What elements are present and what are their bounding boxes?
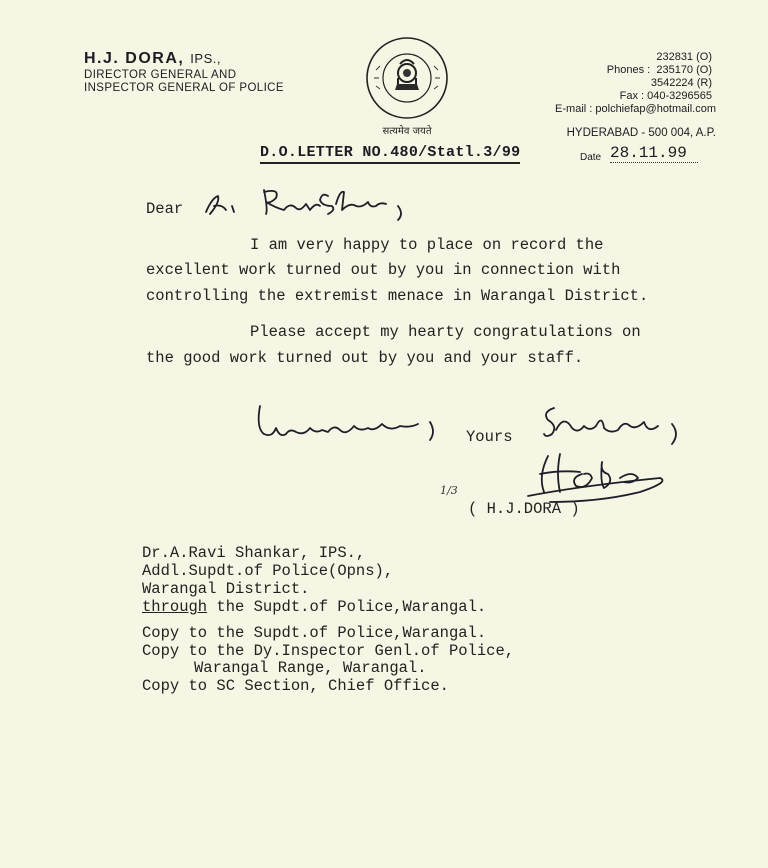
officer-title-line1: DIRECTOR GENERAL AND <box>84 69 237 81</box>
initials-note: 1/3 <box>440 484 458 497</box>
date-value: 28.11.99 <box>610 144 698 163</box>
phone-2: 235170 (O) <box>656 64 712 76</box>
officer-suffix: IPS., <box>190 51 221 66</box>
para2-line2: the good work turned out by you and your staff. <box>146 349 584 367</box>
phones-label: Phones : <box>606 64 651 76</box>
para2-line1: Please accept my hearty congratulations on <box>250 323 641 341</box>
phone-1: 232831 (O) <box>656 51 712 63</box>
para1-line3: controlling the extremist menace in Warangal District. <box>146 287 649 305</box>
closing-yours: Yours <box>466 428 513 446</box>
handwritten-with-regards <box>250 398 450 453</box>
copy-2: Copy to the Dy.Inspector Genl.of Police, <box>142 642 515 660</box>
fax: Fax : 040-3296565 <box>619 90 712 102</box>
copy-1: Copy to the Supdt.of Police,Warangal. <box>142 624 487 642</box>
copy-2-continued: Warangal Range, Warangal. <box>194 659 427 677</box>
date-label: Date <box>580 152 602 163</box>
addressee-line4-rest: the Supdt.of Police,Warangal. <box>207 598 487 616</box>
addressee-line3: Warangal District. <box>142 580 310 598</box>
letterhead-name <box>84 50 221 68</box>
handwritten-sincerely <box>540 400 700 455</box>
addressee-line4 <box>142 598 486 616</box>
address: HYDERABAD - 500 004, A.P. <box>566 127 716 139</box>
do-letter-number: D.O.LETTER NO.480/Statl.3/99 <box>260 144 520 164</box>
phone-3: 3542224 (R) <box>650 77 712 89</box>
para1-line2: excellent work turned out by you in connection with <box>146 261 621 279</box>
officer-name: H.J. DORA, <box>84 50 185 67</box>
addressee-line2: Addl.Supdt.of Police(Opns), <box>142 562 394 580</box>
svg-text:सत्यमेव जयते: सत्यमेव जयते <box>382 126 432 137</box>
phone-2-row <box>607 64 712 76</box>
signatory-name: ( H.J.DORA ) <box>468 500 580 518</box>
copy-3: Copy to SC Section, Chief Office. <box>142 677 449 695</box>
officer-title-line2: INSPECTOR GENERAL OF POLICE <box>84 82 284 94</box>
state-emblem-seal <box>362 34 452 151</box>
para1-line1: I am very happy to place on record the <box>250 236 604 254</box>
handwritten-salutation <box>198 184 438 229</box>
addressee-line1: Dr.A.Ravi Shankar, IPS., <box>142 544 366 562</box>
salutation: Dear <box>146 200 184 218</box>
through-underlined: through <box>142 598 208 616</box>
email: E-mail : polchiefap@hotmail.com <box>555 103 716 115</box>
